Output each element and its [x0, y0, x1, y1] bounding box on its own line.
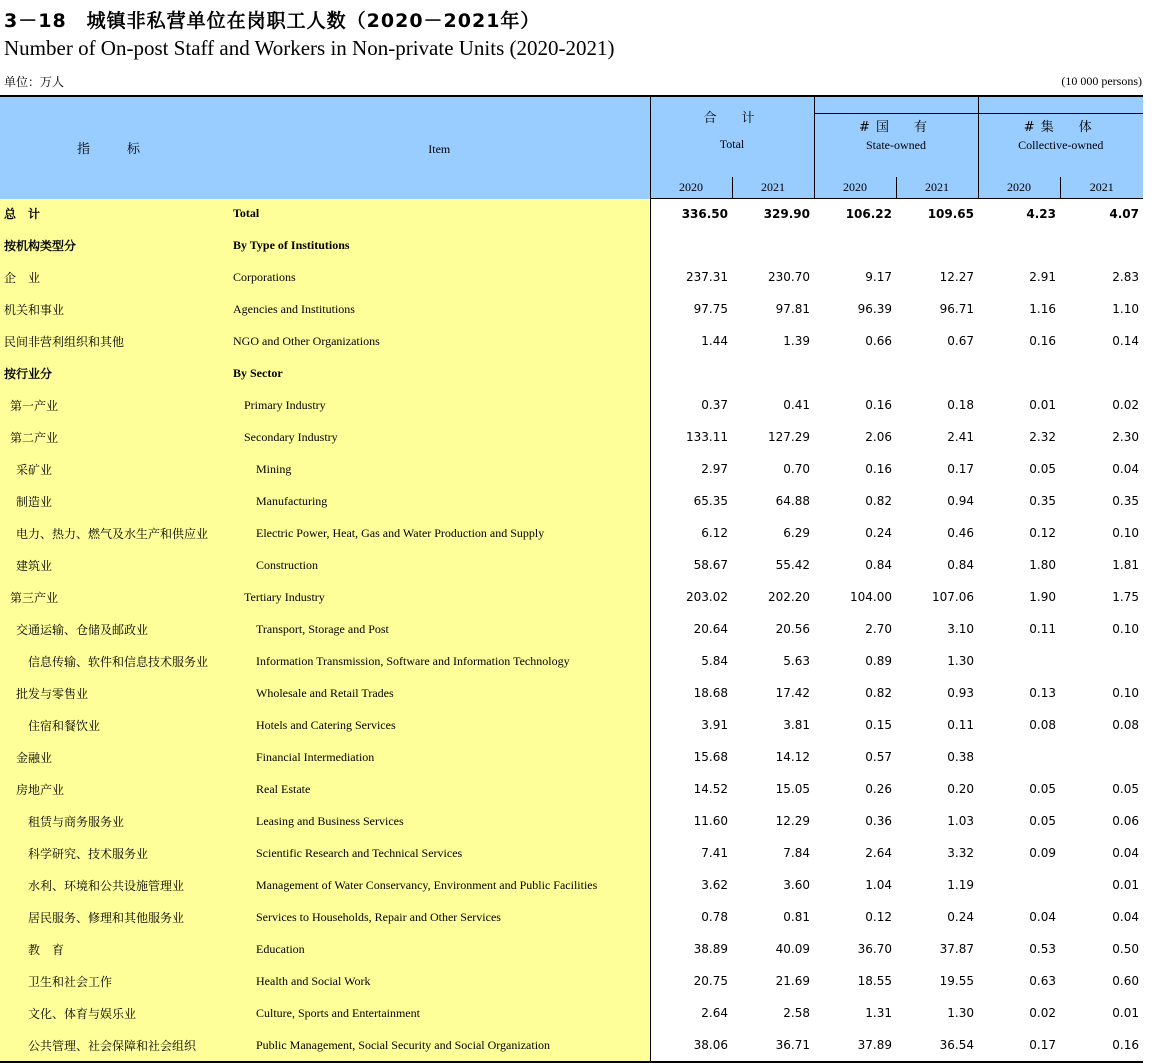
value-cell: 0.38	[947, 750, 974, 764]
value-cell: 0.04	[1029, 910, 1056, 924]
value-cell: 0.84	[947, 558, 974, 572]
value-cell: 0.16	[865, 462, 892, 476]
value-cell	[978, 229, 1060, 261]
table-row	[0, 517, 1143, 549]
value-cell: 0.18	[947, 398, 974, 412]
row-label-en: Education	[229, 933, 650, 965]
row-label-en: Hotels and Catering Services	[229, 709, 650, 741]
table-row	[0, 837, 1143, 869]
value-cell: 7.41	[650, 837, 732, 869]
unit-label-en: (10 000 persons)	[1061, 74, 1142, 88]
value-cell: 0.82	[865, 494, 892, 508]
value-cell: 96.39	[857, 302, 892, 316]
row-label-en: NGO and Other Organizations	[229, 325, 650, 357]
value-cell: 0.78	[650, 901, 732, 933]
value-cell: 2.64	[865, 846, 892, 860]
table-row	[0, 357, 1143, 389]
row-label-en: Leasing and Business Services	[229, 805, 650, 837]
row-label-cn: 信息传输、软件和信息技术服务业	[0, 645, 229, 677]
year-header: 2020	[650, 177, 732, 199]
value-cell: 0.10	[1112, 686, 1139, 700]
value-cell: 6.12	[650, 517, 732, 549]
value-cell: 0.67	[947, 334, 974, 348]
table-row	[0, 933, 1143, 965]
value-cell: 1.03	[947, 814, 974, 828]
value-cell: 1.81	[1112, 558, 1139, 572]
value-cell	[814, 357, 896, 389]
value-cell: 0.63	[1029, 974, 1056, 988]
value-cell	[650, 357, 732, 389]
row-label-en: Public Management, Social Security and Social Organization	[229, 1029, 650, 1062]
value-cell	[1060, 645, 1143, 677]
row-label-en: Transport, Storage and Post	[229, 613, 650, 645]
value-cell	[650, 229, 732, 261]
row-label-cn: 企 业	[0, 261, 229, 293]
value-cell: 0.10	[1112, 526, 1139, 540]
value-cell: 5.84	[650, 645, 732, 677]
value-cell	[1060, 357, 1143, 389]
value-cell: 3.32	[947, 846, 974, 860]
value-cell: 2.30	[1112, 430, 1139, 444]
value-cell: 1.16	[1029, 302, 1056, 316]
value-cell: 0.94	[947, 494, 974, 508]
row-label-en: Primary Industry	[229, 389, 650, 421]
value-cell: 3.10	[947, 622, 974, 636]
value-cell: 2.32	[1029, 430, 1056, 444]
value-cell: 0.02	[1029, 1006, 1056, 1020]
value-cell: 0.09	[1029, 846, 1056, 860]
table-row	[0, 581, 1143, 613]
value-cell: 36.71	[732, 1029, 814, 1062]
value-cell: 0.05	[1112, 782, 1139, 796]
value-cell: 2.64	[650, 997, 732, 1029]
value-cell	[978, 741, 1060, 773]
value-cell: 0.13	[1029, 686, 1056, 700]
value-cell: 0.89	[865, 654, 892, 668]
row-label-en: Manufacturing	[229, 485, 650, 517]
table-row	[0, 389, 1143, 421]
value-cell: 38.89	[650, 933, 732, 965]
value-cell: 0.12	[865, 910, 892, 924]
row-label-en: Tertiary Industry	[229, 581, 650, 613]
collective-owned-header-cn: #集 体	[1023, 120, 1098, 135]
value-cell: 0.37	[650, 389, 732, 421]
value-cell: 36.70	[857, 942, 892, 956]
value-cell: 0.60	[1112, 974, 1139, 988]
table-row	[0, 453, 1143, 485]
value-cell: 1.30	[947, 1006, 974, 1020]
value-cell: 1.10	[1112, 302, 1139, 316]
value-cell: 104.00	[850, 590, 892, 604]
row-label-en: Secondary Industry	[229, 421, 650, 453]
table-row	[0, 773, 1143, 805]
table-row	[0, 421, 1143, 453]
value-cell: 0.16	[865, 398, 892, 412]
value-cell	[814, 229, 896, 261]
value-cell: 203.02	[650, 581, 732, 613]
value-cell: 0.12	[1029, 526, 1056, 540]
row-label-en: Total	[229, 199, 650, 230]
row-label-en: Management of Water Conservancy, Environment and Public Facilities	[229, 869, 650, 901]
value-cell: 0.02	[1112, 398, 1139, 412]
value-cell: 0.11	[1029, 622, 1056, 636]
row-label-cn: 第二产业	[0, 421, 229, 453]
row-label-cn: 机关和事业	[0, 293, 229, 325]
value-cell: 11.60	[650, 805, 732, 837]
row-label-en: Services to Households, Repair and Other Services	[229, 901, 650, 933]
value-cell: 1.44	[650, 325, 732, 357]
value-cell: 58.67	[650, 549, 732, 581]
value-cell: 237.31	[650, 261, 732, 293]
value-cell	[732, 229, 814, 261]
item-header-label: Item	[428, 142, 451, 157]
value-cell: 0.04	[1112, 910, 1139, 924]
table-row	[0, 325, 1143, 357]
value-cell: 0.26	[865, 782, 892, 796]
value-cell: 0.01	[1029, 398, 1056, 412]
value-cell: 1.90	[1029, 590, 1056, 604]
row-label-cn: 批发与零售业	[0, 677, 229, 709]
table-row	[0, 709, 1143, 741]
row-label-cn: 采矿业	[0, 453, 229, 485]
value-cell: 1.75	[1112, 590, 1139, 604]
value-cell: 0.70	[783, 462, 810, 476]
year-header: 2021	[732, 177, 814, 199]
value-cell: 0.82	[865, 686, 892, 700]
value-cell: 14.12	[775, 750, 810, 764]
value-cell: 1.19	[947, 878, 974, 892]
row-label-en: Scientific Research and Technical Services	[229, 837, 650, 869]
row-label-cn: 按行业分	[0, 357, 229, 389]
value-cell: 0.41	[783, 398, 810, 412]
value-cell: 2.70	[865, 622, 892, 636]
value-cell: 15.68	[650, 741, 732, 773]
year-header: 2021	[896, 177, 978, 199]
row-label-en: Corporations	[229, 261, 650, 293]
row-label-cn: 卫生和社会工作	[0, 965, 229, 997]
row-label-cn: 建筑业	[0, 549, 229, 581]
value-cell: 202.20	[768, 590, 810, 604]
value-cell: 230.70	[768, 270, 810, 284]
value-cell: 18.68	[650, 677, 732, 709]
row-label-cn: 制造业	[0, 485, 229, 517]
value-cell: 2.83	[1112, 270, 1139, 284]
row-label-cn: 电力、热力、燃气及水生产和供应业	[0, 517, 229, 549]
table-row	[0, 997, 1143, 1029]
row-label-cn: 水利、环境和公共设施管理业	[0, 869, 229, 901]
row-label-en: Real Estate	[229, 773, 650, 805]
value-cell: 336.50	[650, 199, 732, 230]
value-cell: 0.46	[947, 526, 974, 540]
value-cell: 2.06	[865, 430, 892, 444]
value-cell: 0.05	[1029, 782, 1056, 796]
value-cell	[896, 229, 978, 261]
value-cell: 0.50	[1112, 942, 1139, 956]
table-row	[0, 645, 1143, 677]
year-header: 2021	[1060, 177, 1143, 199]
row-label-en: Culture, Sports and Entertainment	[229, 997, 650, 1029]
value-cell: 37.89	[814, 1029, 896, 1062]
value-cell: 14.52	[650, 773, 732, 805]
value-cell: 3.60	[783, 878, 810, 892]
value-cell: 17.42	[775, 686, 810, 700]
value-cell: 0.01	[1112, 878, 1139, 892]
row-label-cn: 总 计	[0, 199, 229, 230]
value-cell: 5.63	[783, 654, 810, 668]
table-row	[0, 485, 1143, 517]
value-cell: 0.16	[1060, 1029, 1143, 1062]
row-label-cn: 交通运输、仓储及邮政业	[0, 613, 229, 645]
value-cell	[732, 357, 814, 389]
value-cell: 0.24	[865, 526, 892, 540]
value-cell: 1.04	[865, 878, 892, 892]
value-cell: 19.55	[939, 974, 974, 988]
value-cell: 9.17	[865, 270, 892, 284]
row-label-cn: 金融业	[0, 741, 229, 773]
row-label-cn: 公共管理、社会保障和社会组织	[0, 1029, 229, 1062]
value-cell: 15.05	[775, 782, 810, 796]
value-cell: 7.84	[783, 846, 810, 860]
value-cell: 329.90	[763, 207, 810, 221]
value-cell: 97.81	[775, 302, 810, 316]
value-cell	[896, 357, 978, 389]
value-cell: 20.56	[775, 622, 810, 636]
indicator-header	[0, 96, 229, 199]
value-cell: 0.17	[978, 1029, 1060, 1062]
value-cell: 0.20	[947, 782, 974, 796]
value-cell: 97.75	[650, 293, 732, 325]
table-row	[0, 261, 1143, 293]
value-cell	[978, 869, 1060, 901]
value-cell: 0.15	[865, 718, 892, 732]
table-row	[0, 199, 1143, 230]
item-header	[229, 96, 650, 199]
value-cell: 0.16	[1029, 334, 1056, 348]
value-cell: 0.04	[1112, 462, 1139, 476]
value-cell: 107.06	[932, 590, 974, 604]
value-cell: 0.35	[1112, 494, 1139, 508]
value-cell: 6.29	[783, 526, 810, 540]
row-label-cn: 第三产业	[0, 581, 229, 613]
year-header: 2020	[814, 177, 896, 199]
value-cell: 0.04	[1112, 846, 1139, 860]
value-cell: 0.35	[1029, 494, 1056, 508]
value-cell: 12.29	[775, 814, 810, 828]
row-label-cn: 居民服务、修理和其他服务业	[0, 901, 229, 933]
value-cell: 40.09	[775, 942, 810, 956]
value-cell: 0.06	[1112, 814, 1139, 828]
value-cell: 64.88	[775, 494, 810, 508]
state-owned-header-en: State-owned	[866, 138, 926, 152]
value-cell	[1060, 229, 1143, 261]
value-cell: 0.10	[1112, 622, 1139, 636]
value-cell: 0.17	[947, 462, 974, 476]
table-body	[0, 199, 1143, 1063]
table-row	[0, 229, 1143, 261]
value-cell: 2.97	[650, 453, 732, 485]
value-cell	[978, 357, 1060, 389]
table-row	[0, 293, 1143, 325]
value-cell: 12.27	[939, 270, 974, 284]
table-row	[0, 869, 1143, 901]
value-cell	[978, 645, 1060, 677]
value-cell: 0.24	[947, 910, 974, 924]
state-owned-header-cn: #国 有	[859, 120, 933, 135]
table-row	[0, 741, 1143, 773]
value-cell: 1.30	[947, 654, 974, 668]
value-cell: 0.93	[947, 686, 974, 700]
indicator-header-label: 指 标	[76, 142, 152, 158]
value-cell: 0.57	[865, 750, 892, 764]
value-cell: 109.65	[927, 207, 974, 221]
value-cell: 1.80	[1029, 558, 1056, 572]
value-cell: 3.81	[783, 718, 810, 732]
row-label-en: Agencies and Institutions	[229, 293, 650, 325]
value-cell: 0.01	[1112, 1006, 1139, 1020]
unit-label-cn: 单位：万人	[4, 75, 65, 89]
year-header: 2020	[978, 177, 1060, 199]
value-cell: 0.11	[947, 718, 974, 732]
value-cell: 37.87	[939, 942, 974, 956]
value-cell: 55.42	[775, 558, 810, 572]
value-cell: 0.08	[1029, 718, 1056, 732]
value-cell: 0.05	[1029, 462, 1056, 476]
value-cell: 0.66	[865, 334, 892, 348]
value-cell: 3.62	[650, 869, 732, 901]
value-cell: 0.14	[1112, 334, 1139, 348]
row-label-cn: 教 育	[0, 933, 229, 965]
row-label-cn: 民间非营利组织和其他	[0, 325, 229, 357]
table-row	[0, 549, 1143, 581]
row-label-en: Health and Social Work	[229, 965, 650, 997]
row-label-en: By Type of Institutions	[229, 229, 650, 261]
collective-owned-header	[978, 96, 1143, 177]
value-cell: 133.11	[650, 421, 732, 453]
value-cell: 21.69	[775, 974, 810, 988]
row-label-cn: 房地产业	[0, 773, 229, 805]
value-cell: 2.41	[947, 430, 974, 444]
table-row	[0, 805, 1143, 837]
total-header	[650, 96, 814, 177]
collective-owned-header-en: Collective-owned	[1018, 138, 1104, 152]
row-label-en: Wholesale and Retail Trades	[229, 677, 650, 709]
value-cell: 65.35	[650, 485, 732, 517]
value-cell: 0.08	[1112, 718, 1139, 732]
row-label-cn: 第一产业	[0, 389, 229, 421]
data-table	[0, 95, 1143, 1063]
table-title-cn: 3－18 城镇非私营单位在岗职工人数（2020－2021年）	[4, 10, 541, 32]
row-label-cn: 住宿和餐饮业	[0, 709, 229, 741]
value-cell: 36.54	[896, 1029, 978, 1062]
state-owned-header	[814, 96, 978, 177]
row-label-cn: 文化、体育与娱乐业	[0, 997, 229, 1029]
row-label-en: Electric Power, Heat, Gas and Water Production and Supply	[229, 517, 650, 549]
table-row	[0, 1029, 1143, 1062]
value-cell: 4.23	[1026, 207, 1056, 221]
table-title-en: Number of On-post Staff and Workers in Non-private Units (2020-2021)	[4, 36, 615, 60]
row-label-en: By Sector	[229, 357, 650, 389]
value-cell: 1.31	[865, 1006, 892, 1020]
table-row	[0, 613, 1143, 645]
value-cell: 0.84	[865, 558, 892, 572]
value-cell: 96.71	[939, 302, 974, 316]
total-header-cn: 合 计	[703, 111, 761, 126]
row-label-cn: 科学研究、技术服务业	[0, 837, 229, 869]
value-cell: 0.36	[865, 814, 892, 828]
value-cell: 106.22	[845, 207, 892, 221]
row-label-en: Mining	[229, 453, 650, 485]
value-cell: 20.75	[650, 965, 732, 997]
table-row	[0, 965, 1143, 997]
value-cell: 2.91	[1029, 270, 1056, 284]
value-cell: 18.55	[857, 974, 892, 988]
value-cell: 2.58	[783, 1006, 810, 1020]
row-label-cn: 按机构类型分	[0, 229, 229, 261]
row-label-en: Information Transmission, Software and Information Technology	[229, 645, 650, 677]
value-cell: 0.53	[1029, 942, 1056, 956]
value-cell: 0.81	[783, 910, 810, 924]
table-row	[0, 901, 1143, 933]
row-label-en: Construction	[229, 549, 650, 581]
value-cell: 0.05	[1029, 814, 1056, 828]
value-cell: 4.07	[1109, 207, 1139, 221]
row-label-en: Financial Intermediation	[229, 741, 650, 773]
value-cell: 38.06	[650, 1029, 732, 1062]
value-cell	[1060, 741, 1143, 773]
total-header-en: Total	[719, 137, 745, 151]
row-label-cn: 租赁与商务服务业	[0, 805, 229, 837]
value-cell: 127.29	[768, 430, 810, 444]
table-row	[0, 677, 1143, 709]
value-cell: 3.91	[650, 709, 732, 741]
value-cell: 20.64	[650, 613, 732, 645]
value-cell: 1.39	[783, 334, 810, 348]
